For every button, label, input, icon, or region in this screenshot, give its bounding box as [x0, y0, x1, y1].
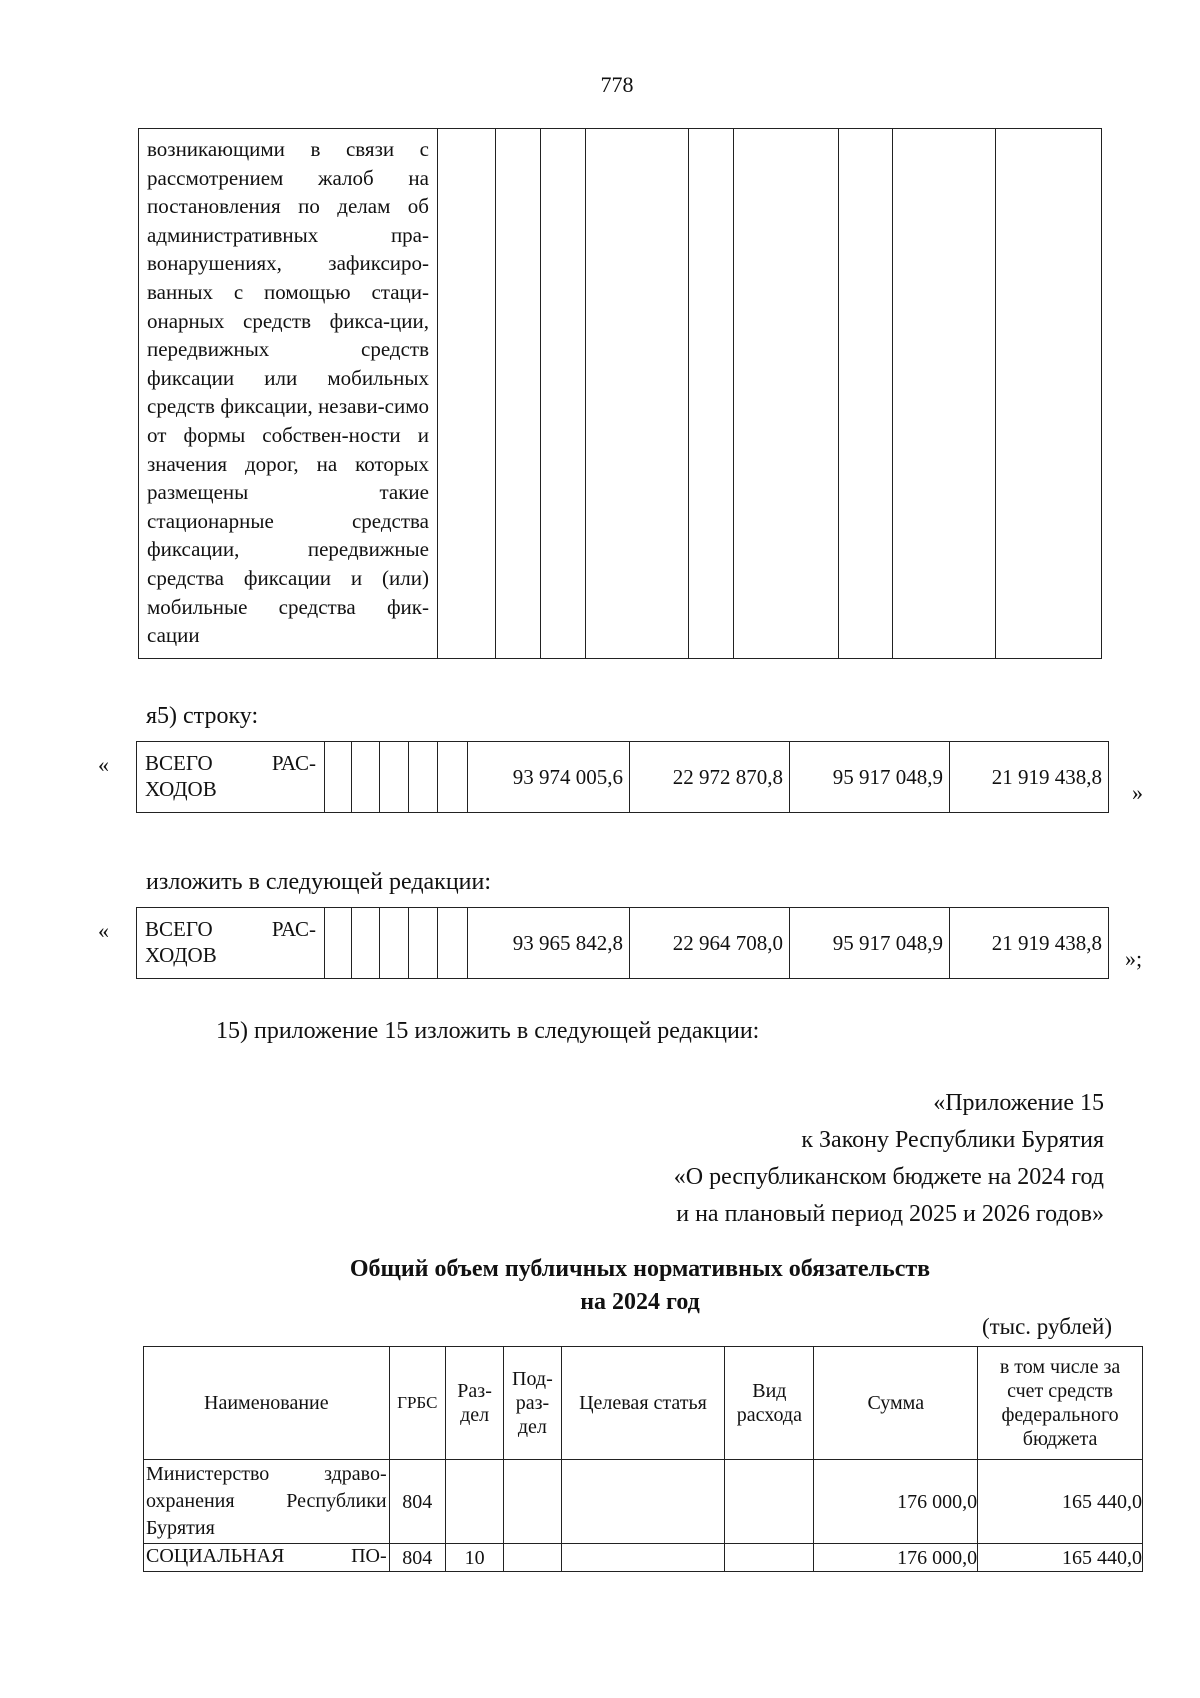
document-title — [0, 1253, 1200, 1319]
table-row — [144, 1544, 1143, 1572]
old-total-value: 95 917 048,9 — [790, 742, 950, 813]
appendix-line: к Закону Республики Бурятия — [801, 1127, 1104, 1153]
old-total-value: 21 919 438,8 — [950, 742, 1109, 813]
row-podrazdel — [504, 1544, 561, 1572]
unit-label: (тыс. рублей) — [981, 1314, 1112, 1339]
row-razdel — [445, 1460, 503, 1544]
row-target — [561, 1544, 725, 1572]
new-total-close-quote: »; — [1125, 946, 1143, 971]
new-total-value: 22 964 708,0 — [630, 908, 790, 979]
new-total-value: 93 965 842,8 — [468, 908, 630, 979]
row-federal: 165 440,0 — [978, 1460, 1143, 1544]
table-row — [144, 1460, 1143, 1544]
old-total-table — [136, 741, 1109, 813]
page-number: 778 — [600, 72, 634, 97]
header-razdel: Раз-дел — [445, 1347, 503, 1460]
budget-table — [143, 1346, 1143, 1572]
row-podrazdel — [504, 1460, 561, 1544]
header-vid: Вид расхода — [725, 1347, 814, 1460]
header-target: Целевая статья — [561, 1347, 725, 1460]
header-grbs: ГРБС — [389, 1347, 445, 1460]
old-total-close-quote: » — [1132, 780, 1143, 805]
new-total-table — [136, 907, 1109, 979]
row-name: СОЦИАЛЬНАЯ ПО- — [144, 1544, 390, 1572]
row-razdel: 10 — [445, 1544, 503, 1572]
row-vid — [725, 1544, 814, 1572]
title-line: Общий объем публичных нормативных обязательств — [349, 1256, 931, 1282]
new-total-open-quote: « — [98, 918, 109, 943]
row-sum: 176 000,0 — [814, 1544, 978, 1572]
row-sum: 176 000,0 — [814, 1460, 978, 1544]
appendix-line: «Приложение 15 — [933, 1090, 1104, 1116]
row-vid — [725, 1460, 814, 1544]
new-total-value: 21 919 438,8 — [950, 908, 1109, 979]
old-total-open-quote: « — [98, 752, 109, 777]
appendix-line: «О республиканском бюджете на 2024 год — [673, 1164, 1104, 1190]
old-total-value: 93 974 005,6 — [468, 742, 630, 813]
row-name: Министерство здраво-охранения Республики Бурятия — [144, 1460, 390, 1544]
header-federal: в том числе за счет средств федерального бюджета — [978, 1347, 1143, 1460]
row-target — [561, 1460, 725, 1544]
continuation-text: возникающими в связи с рассмотрением жалоб на постановления по делам об административных пра-вонарушениях, зафиксиро-ванных с помощью стаци-онарных средств фикса-ции, передвижных средств фиксации или мобильных средств фиксации, незави-симо от формы собствен-ности и значения дорог, на которых размещены такие стационарные средства фиксации, передвижные средства фиксации и (или) мобильные средства фик-сации — [139, 129, 438, 659]
appendix-header — [674, 1085, 1104, 1233]
row-grbs: 804 — [389, 1460, 445, 1544]
appendix-line: и на плановый период 2025 и 2026 годов» — [676, 1201, 1104, 1227]
row-federal: 165 440,0 — [978, 1544, 1143, 1572]
continuation-table — [138, 128, 1102, 659]
new-total-name: ВСЕГО РАС- ХОДОВ — [137, 908, 325, 979]
replace-label: изложить в следующей редакции: — [146, 869, 492, 895]
item-ya5-label: я5) строку: — [146, 703, 259, 729]
header-sum: Сумма — [814, 1347, 978, 1460]
title-line: на 2024 год — [580, 1289, 700, 1315]
header-name: Наименование — [144, 1347, 390, 1460]
item-15-text: 15) приложение 15 изложить в следующей редакции: — [216, 1018, 760, 1044]
old-total-value: 22 972 870,8 — [630, 742, 790, 813]
header-podrazdel: Под-раз-дел — [504, 1347, 561, 1460]
old-total-name: ВСЕГО РАС- ХОДОВ — [137, 742, 325, 813]
new-total-value: 95 917 048,9 — [790, 908, 950, 979]
row-grbs: 804 — [389, 1544, 445, 1572]
